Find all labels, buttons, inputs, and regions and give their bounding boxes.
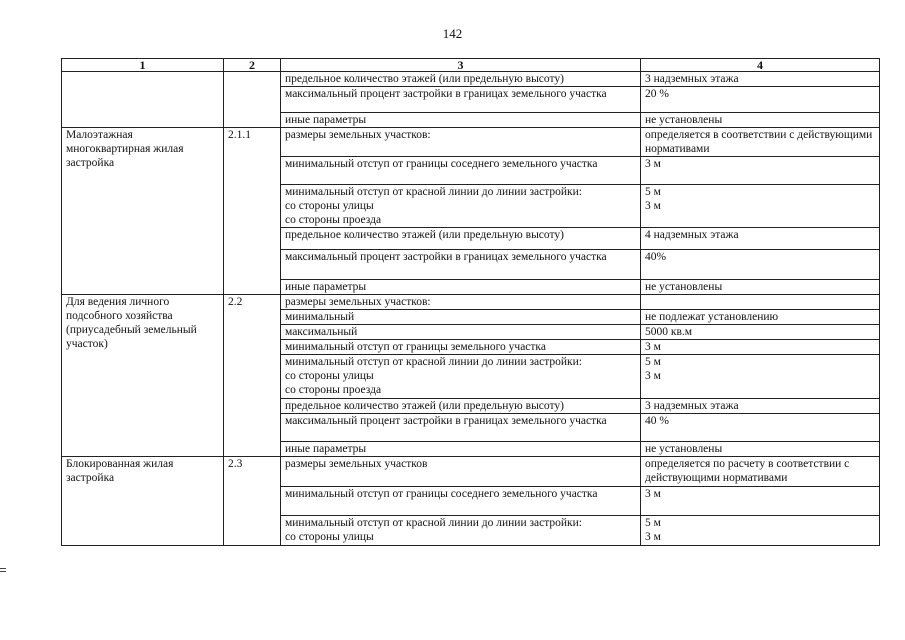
parameter-text: предельное количество этажей (или предельную высоту) — [285, 400, 564, 412]
parameter-text: минимальный отступ от границы соседнего земельного участка — [285, 488, 598, 500]
value-text: 40 % — [645, 415, 669, 427]
value-cell — [641, 442, 880, 457]
value-cell — [641, 185, 880, 228]
parameter-cell — [281, 414, 641, 442]
land-use-type: Блокированная жилая застройка — [62, 457, 224, 546]
parameter-cell — [281, 128, 641, 157]
value-text: 5 м — [645, 186, 661, 198]
parameter-cell — [281, 340, 641, 355]
value-cell — [641, 399, 880, 414]
parameter-cell — [281, 516, 641, 546]
parameter-text: со стороны проезда — [285, 214, 382, 226]
parameter-text: со стороны улицы — [285, 370, 374, 382]
value-cell — [641, 340, 880, 355]
parameter-text: иные параметры — [285, 281, 367, 293]
value-text: определяется в соответствии с действующими нормативами — [645, 129, 873, 155]
value-text: 4 надземных этажа — [645, 229, 739, 241]
parameter-text: иные параметры — [285, 114, 367, 126]
parameter-text: предельное количество этажей (или предельную высоту) — [285, 73, 564, 85]
value-text: 3 м — [645, 370, 661, 382]
parameter-cell — [281, 280, 641, 295]
parameter-text: минимальный отступ от границы земельного участка — [285, 341, 546, 353]
value-text: 5000 кв.м — [645, 326, 693, 338]
use-code: 2.3 — [224, 457, 281, 546]
value-cell — [641, 87, 880, 113]
land-use-type: Для ведения личного подсобного хозяйства (приусадебный земельный участок) — [62, 295, 224, 457]
edge-mark — [0, 568, 6, 569]
table-row — [62, 295, 880, 310]
value-cell — [641, 487, 880, 516]
value-cell — [641, 325, 880, 340]
parameter-text: минимальный отступ от красной линии до линии застройки: — [285, 186, 582, 198]
value-text: 3 м — [645, 488, 661, 500]
value-cell — [641, 295, 880, 310]
parameter-text: со стороны улицы — [285, 531, 374, 543]
parameter-text: минимальный отступ от красной линии до линии застройки: — [285, 517, 582, 529]
column-header-2: 2 — [224, 59, 281, 72]
value-cell — [641, 250, 880, 280]
parameter-cell — [281, 295, 641, 310]
value-text: 3 м — [645, 158, 661, 170]
value-text: 3 м — [645, 341, 661, 353]
parameter-text: минимальный отступ от границы соседнего земельного участка — [285, 158, 598, 170]
land-use-type: Малоэтажная многоквартирная жилая застройка — [62, 128, 224, 295]
parameter-text: со стороны улицы — [285, 200, 374, 212]
value-cell — [641, 310, 880, 325]
column-header-3: 3 — [281, 59, 641, 72]
use-code — [224, 72, 281, 128]
value-text: 3 надземных этажа — [645, 73, 739, 85]
value-text: не установлены — [645, 114, 723, 126]
column-header-1: 1 — [62, 59, 224, 72]
value-cell — [641, 113, 880, 128]
use-code: 2.1.1 — [224, 128, 281, 295]
parameter-text: максимальный процент застройки в границах земельного участка — [285, 415, 607, 427]
value-cell — [641, 228, 880, 250]
parameter-text: максимальный — [285, 326, 358, 338]
header-row — [62, 59, 880, 72]
value-cell — [641, 128, 880, 157]
parameter-text: со стороны проезда — [285, 384, 382, 396]
parameter-cell — [281, 325, 641, 340]
value-text: 5 м — [645, 356, 661, 368]
parameter-cell — [281, 87, 641, 113]
parameter-text: минимальный — [285, 311, 355, 323]
table-row — [62, 128, 880, 157]
value-cell — [641, 457, 880, 487]
parameters-table — [61, 58, 880, 546]
land-use-type — [62, 72, 224, 128]
parameter-text: размеры земельных участков: — [285, 129, 431, 141]
value-text: 3 м — [645, 200, 661, 212]
parameter-cell — [281, 185, 641, 228]
value-text: 40% — [645, 251, 667, 263]
value-text: не установлены — [645, 281, 723, 293]
parameter-cell — [281, 355, 641, 399]
value-cell — [641, 157, 880, 185]
parameter-text: максимальный процент застройки в границах земельного участка — [285, 88, 607, 100]
parameter-cell — [281, 310, 641, 325]
value-text: 5 м — [645, 517, 661, 529]
parameter-text: предельное количество этажей (или предельную высоту) — [285, 229, 564, 241]
parameter-text: максимальный процент застройки в границах земельного участка — [285, 251, 607, 263]
value-text: не установлены — [645, 443, 723, 455]
use-code: 2.2 — [224, 295, 281, 457]
value-text: не подлежат установлению — [645, 311, 779, 323]
value-text: определяется по расчету в соответствии с действующими нормативами — [645, 458, 850, 484]
value-cell — [641, 414, 880, 442]
parameter-cell — [281, 157, 641, 185]
parameter-cell — [281, 442, 641, 457]
parameter-text: иные параметры — [285, 443, 367, 455]
edge-mark — [0, 571, 6, 572]
value-cell — [641, 355, 880, 399]
parameter-text: размеры земельных участков: — [285, 296, 431, 308]
value-text: 3 м — [645, 531, 661, 543]
table-body — [62, 72, 880, 546]
parameter-text: размеры земельных участков — [285, 458, 428, 470]
value-cell — [641, 280, 880, 295]
table-row — [62, 457, 880, 487]
value-text: 20 % — [645, 88, 669, 100]
parameter-cell — [281, 113, 641, 128]
page-number: 142 — [442, 26, 463, 41]
parameter-cell — [281, 228, 641, 250]
parameter-cell — [281, 399, 641, 414]
column-header-4: 4 — [641, 59, 880, 72]
table-row — [62, 72, 880, 87]
value-cell — [641, 72, 880, 87]
parameter-text: минимальный отступ от красной линии до линии застройки: — [285, 356, 582, 368]
parameter-cell — [281, 457, 641, 487]
value-cell — [641, 516, 880, 546]
value-text: 3 надземных этажа — [645, 400, 739, 412]
parameter-cell — [281, 250, 641, 280]
parameter-cell — [281, 72, 641, 87]
parameter-cell — [281, 487, 641, 516]
